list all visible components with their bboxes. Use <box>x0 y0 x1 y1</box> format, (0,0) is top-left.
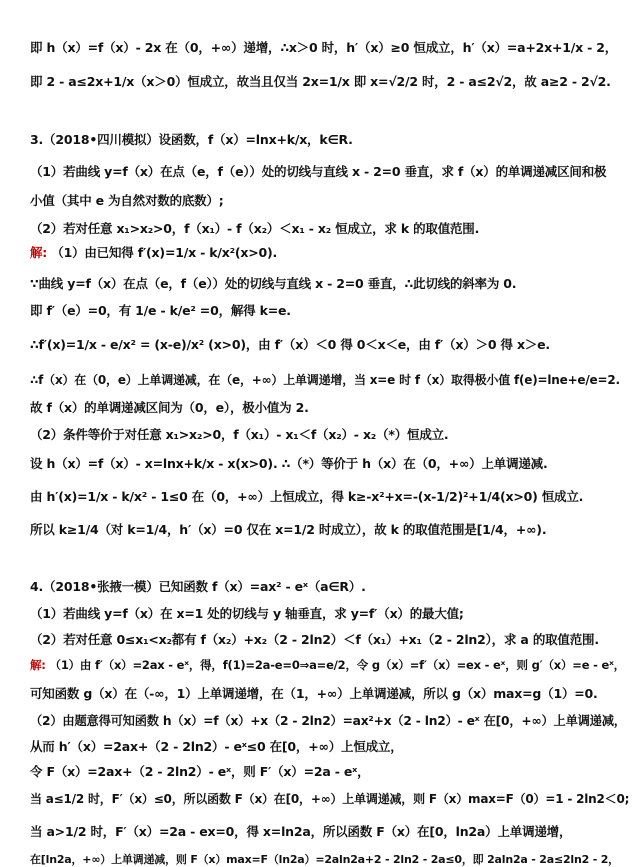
solution-4-line-2: 可知函数 g（x）在（-∞，1）上单调递增，在（1，+∞）上单调递减，所以 g（x）max=g（1）=0. <box>30 686 598 701</box>
solution-label-2: 解: <box>30 658 46 672</box>
solution-3-line-6: 故 f（x）的单调递减区间为（0，e），极小值为 2. <box>30 400 309 415</box>
solution-3-line-1-text: （1）由已知得 f′(x)=1/x - k/x²(x>0). <box>51 245 278 260</box>
solution-4-line-5: 令 F（x）=2ax+（2 - 2ln2）- eˣ，则 F′（x）=2a - eˣ， <box>30 764 370 779</box>
solution-4-line-1 <box>30 655 630 675</box>
solution-label: 解: <box>30 245 48 260</box>
solution-4-line-4: 从而 h′（x）=2ax+（2 - 2ln2）- eˣ≤0 在[0，+∞）上恒成立， <box>30 739 403 754</box>
solution-3-line-2: ∵曲线 y=f（x）在点（e，f（e））处的切线与直线 x - 2=0 垂直，∴此切线的斜率为 0. <box>30 276 517 291</box>
solution-4-line-8: 在[ln2a，+∞）上单调递减，则 F（x）max=F（ln2a）=2aln2a+2 - 2ln2 - 2a≤0，即 2aln2a - 2a≤2ln2 - 2， <box>30 853 619 866</box>
solution-3-line-9: 由 h′(x)=1/x - k/x² - 1≤0 在（0，+∞）上恒成立，得 k≥-x²+x=-(x-1/2)²+1/4(x>0) 恒成立. <box>30 489 584 504</box>
problem-3-part-2: （2）若对任意 x₁>x₂>0，f（x₁）- f（x₂）＜x₁ - x₂ 恒成立，求 k 的取值范围. <box>30 221 480 236</box>
problem-4-part-1: （1）若曲线 y=f（x）在 x=1 处的切线与 y 轴垂直，求 y=f′（x）的最大值; <box>30 606 464 621</box>
solution-3-line-10: 所以 k≥1/4（对 k=1/4，h′（x）=0 仅在 x=1/2 时成立），故 k 的取值范围是[1/4，+∞). <box>30 522 547 537</box>
solution-4-line-3: （2）由题意得可知函数 h（x）=f（x）+x（2 - 2ln2）=ax²+x（2 - ln2）- eˣ 在[0，+∞）上单调递减， <box>30 714 626 728</box>
solution-4-line-6: 当 a≤1/2 时，F′（x）≤0，所以函数 F（x）在[0，+∞）上单调递减，则 F（x）max=F（0）=1 - 2ln2＜0; <box>30 792 630 806</box>
text-line-1: 即 h（x）=f（x）- 2x 在（0，+∞）递增，∴x＞0 时，h′（x）≥0 恒成立，h′（x）=a+2x+1/x - 2， <box>30 40 618 55</box>
solution-3-line-3: 即 f′（e）=0，有 1/e - k/e² =0，解得 k=e. <box>30 303 291 318</box>
solution-4-line-1-text: （1）由 f′（x）=2ax - eˣ，得，f(1)=2a-e=0⇒a=e/2，令 g（x）=f′（x）=ex - eˣ，则 g′（x）=e - eˣ， <box>49 658 625 672</box>
solution-3-line-5: ∴f（x）在（0，e）上单调递减，在（e，+∞）上单调递增，当 x=e 时 f（x）取得极小值 f(e)=lne+e/e=2. <box>30 373 620 387</box>
problem-3-part-1-a: （1）若曲线 y=f（x）在点（e，f（e））处的切线与直线 x - 2=0 垂直，求 f（x）的单调递减区间和极 <box>30 164 607 179</box>
solution-3-line-7: （2）条件等价于对任意 x₁>x₂>0，f（x₁）- x₁＜f（x₂）- x₂（*）恒成立. <box>30 427 449 442</box>
text-line-2: 即 2 - a≤2x+1/x（x＞0）恒成立，故当且仅当 2x=1/x 即 x=√2/2 时，2 - a≤2√2，故 a≥2 - 2√2. <box>30 74 611 89</box>
solution-3-line-8: 设 h（x）=f（x）- x=lnx+k/x - x(x>0). ∴（*）等价于 h（x）在（0，+∞）上单调递减. <box>30 456 548 471</box>
problem-4-part-2: （2）若对任意 0≤x₁<x₂都有 f（x₂）+x₂（2 - 2ln2）＜f（x₁）+x₁（2 - 2ln2），求 a 的取值范围. <box>30 632 599 647</box>
problem-3-title: 3.（2018•四川模拟）设函数，f（x）=lnx+k/x，k∈R. <box>30 132 353 147</box>
solution-3-line-1 <box>30 243 630 263</box>
solution-4-line-7: 当 a>1/2 时，F′（x）=2a - ex=0，得 x=ln2a，所以函数 F（x）在[0，ln2a）上单调递增， <box>30 824 572 839</box>
problem-4-title: 4.（2018•张掖一模）已知函数 f（x）=ax² - eˣ（a∈R）. <box>30 579 366 594</box>
problem-3-part-1-b: 小值（其中 e 为自然对数的底数）; <box>30 193 224 208</box>
solution-3-line-4: ∴f′(x)=1/x - e/x² = (x-e)/x² (x>0)，由 f′（x）＜0 得 0＜x＜e，由 f′（x）＞0 得 x＞e. <box>30 337 550 352</box>
